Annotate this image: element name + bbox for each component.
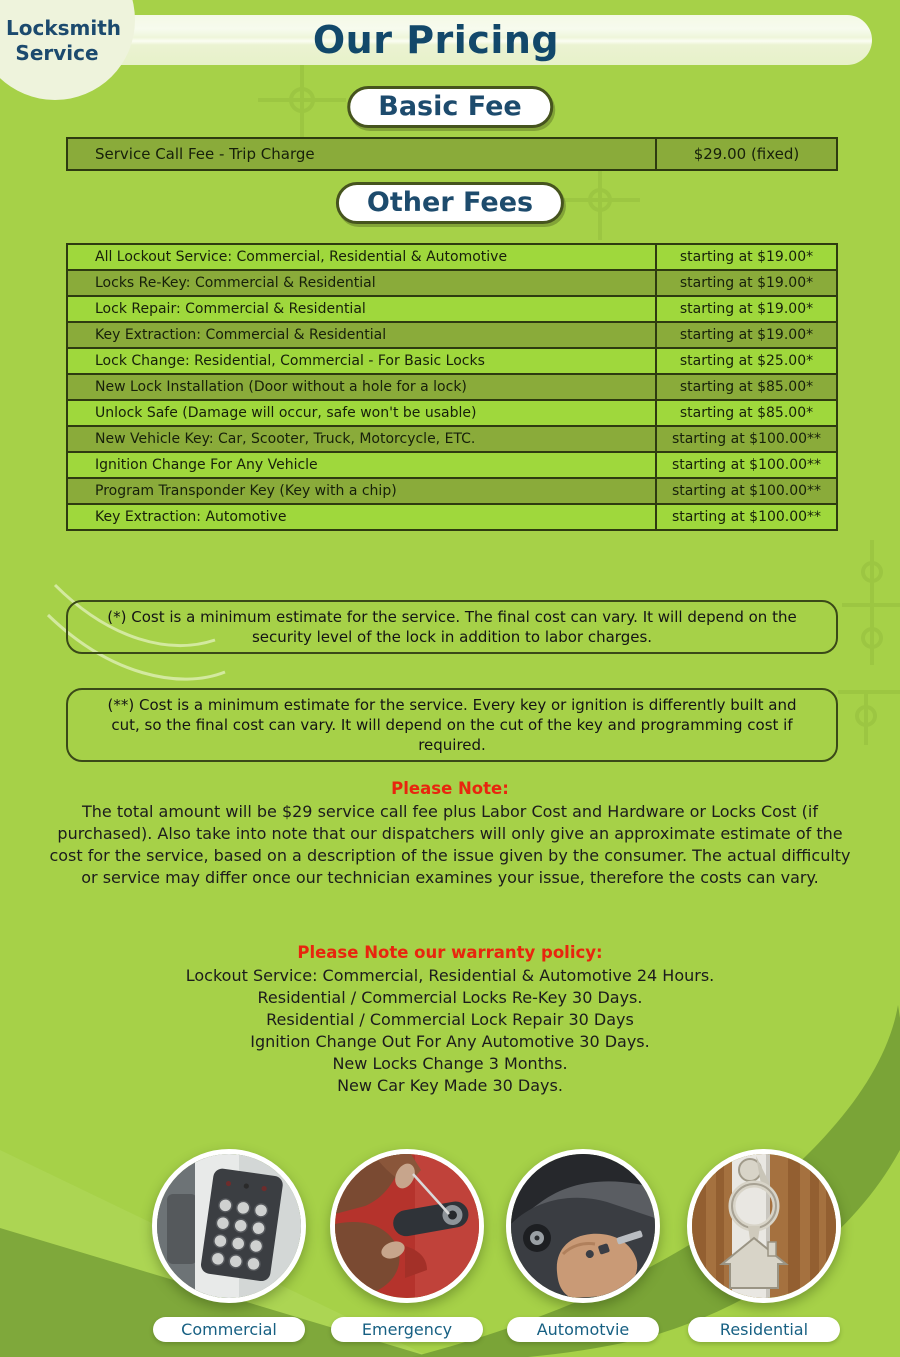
service-cell: Locks Re-Key: Commercial & Residential [95,275,376,291]
price-cell: starting at $19.00* [655,297,836,321]
service-cell: Ignition Change For Any Vehicle [95,457,318,473]
house-keychain-illustration [692,1154,836,1298]
other-fees-table [66,243,838,531]
table-row [68,375,836,401]
category-label-commercial[interactable]: Commercial [153,1317,305,1342]
footnote-box-double-star: (**) Cost is a minimum estimate for the service. Every key or ignition is differently built and cut, so the final cost can vary. It will depend on the cut of the key and programming cost if required. [66,688,838,762]
residential-image[interactable] [687,1149,841,1303]
table-row [68,139,836,169]
logo-line-1: Locksmith [6,16,122,40]
service-cell: Service Call Fee - Trip Charge [95,145,315,163]
page-title: Our Pricing [312,18,560,62]
price-cell: starting at $85.00* [655,375,836,399]
price-cell: starting at $85.00* [655,401,836,425]
category-label-emergency[interactable]: Emergency [331,1317,483,1342]
warranty-line: New Locks Change 3 Months. [332,1054,568,1073]
price-cell: starting at $19.00* [655,271,836,295]
table-row [68,505,836,529]
please-note-heading: Please Note: [391,779,509,798]
price-cell: starting at $19.00* [655,323,836,347]
price-cell: starting at $100.00** [655,479,836,503]
commercial-image[interactable] [152,1149,306,1303]
please-note-body: The total amount will be $29 service call fee plus Labor Cost and Hardware or Locks Cost (if purchased). Also take into note that our dispatchers will only give an approximate estimate of the cost for the service, based on a description of the issue given by the consumer. The actual difficulty or service may differ once our technician examines your issue, therefore the costs can vary. [49,802,851,887]
table-row [68,323,836,349]
table-row [68,427,836,453]
price-cell: starting at $100.00** [655,427,836,451]
other-fees-heading: Other Fees [336,182,564,224]
footnote-box-single-star: (*) Cost is a minimum estimate for the service. The final cost can vary. It will depend on the security level of the lock in addition to labor charges. [66,600,838,654]
warranty-line: New Car Key Made 30 Days. [337,1076,563,1095]
category-label-automotive[interactable]: Automotvie [507,1317,659,1342]
service-cell: Unlock Safe (Damage will occur, safe won't be usable) [95,405,477,421]
service-cell: All Lockout Service: Commercial, Residential & Automotive [95,249,508,265]
table-row [68,349,836,375]
table-row [68,297,836,323]
car-lock-picking-illustration [335,1154,479,1298]
service-cell: Key Extraction: Automotive [95,509,287,525]
table-row [68,271,836,297]
emergency-image[interactable] [330,1149,484,1303]
table-row [68,479,836,505]
warranty-line: Ignition Change Out For Any Automotive 30 Days. [250,1032,650,1051]
basic-fee-heading: Basic Fee [347,86,553,128]
car-key-ignition-illustration [511,1154,655,1298]
service-cell: Program Transponder Key (Key with a chip) [95,483,397,499]
logo-line-2: Service [15,41,99,65]
warranty-heading: Please Note our warranty policy: [297,943,603,962]
price-cell: starting at $100.00** [655,453,836,477]
service-cell: Lock Change: Residential, Commercial - For Basic Locks [95,353,485,369]
service-cell: New Lock Installation (Door without a hole for a lock) [95,379,467,395]
warranty-line: Residential / Commercial Locks Re-Key 30 Days. [257,988,643,1007]
category-label-residential[interactable]: Residential [688,1317,840,1342]
table-row [68,453,836,479]
keypad-lock-illustration [157,1154,301,1298]
price-cell: starting at $100.00** [655,505,836,529]
table-row [68,245,836,271]
logo-text [6,16,122,66]
warranty-line: Lockout Service: Commercial, Residential & Automotive 24 Hours. [185,966,715,985]
price-cell: starting at $25.00* [655,349,836,373]
price-cell: $29.00 (fixed) [655,139,836,169]
service-cell: New Vehicle Key: Car, Scooter, Truck, Motorcycle, ETC. [95,431,476,447]
automotive-image[interactable] [506,1149,660,1303]
warranty-line: Residential / Commercial Lock Repair 30 Days [266,1010,634,1029]
warranty-policy-list [45,965,855,1097]
service-cell: Key Extraction: Commercial & Residential [95,327,387,343]
table-row [68,401,836,427]
price-cell: starting at $19.00* [655,245,836,269]
basic-fee-table [66,137,838,171]
service-cell: Lock Repair: Commercial & Residential [95,301,366,317]
